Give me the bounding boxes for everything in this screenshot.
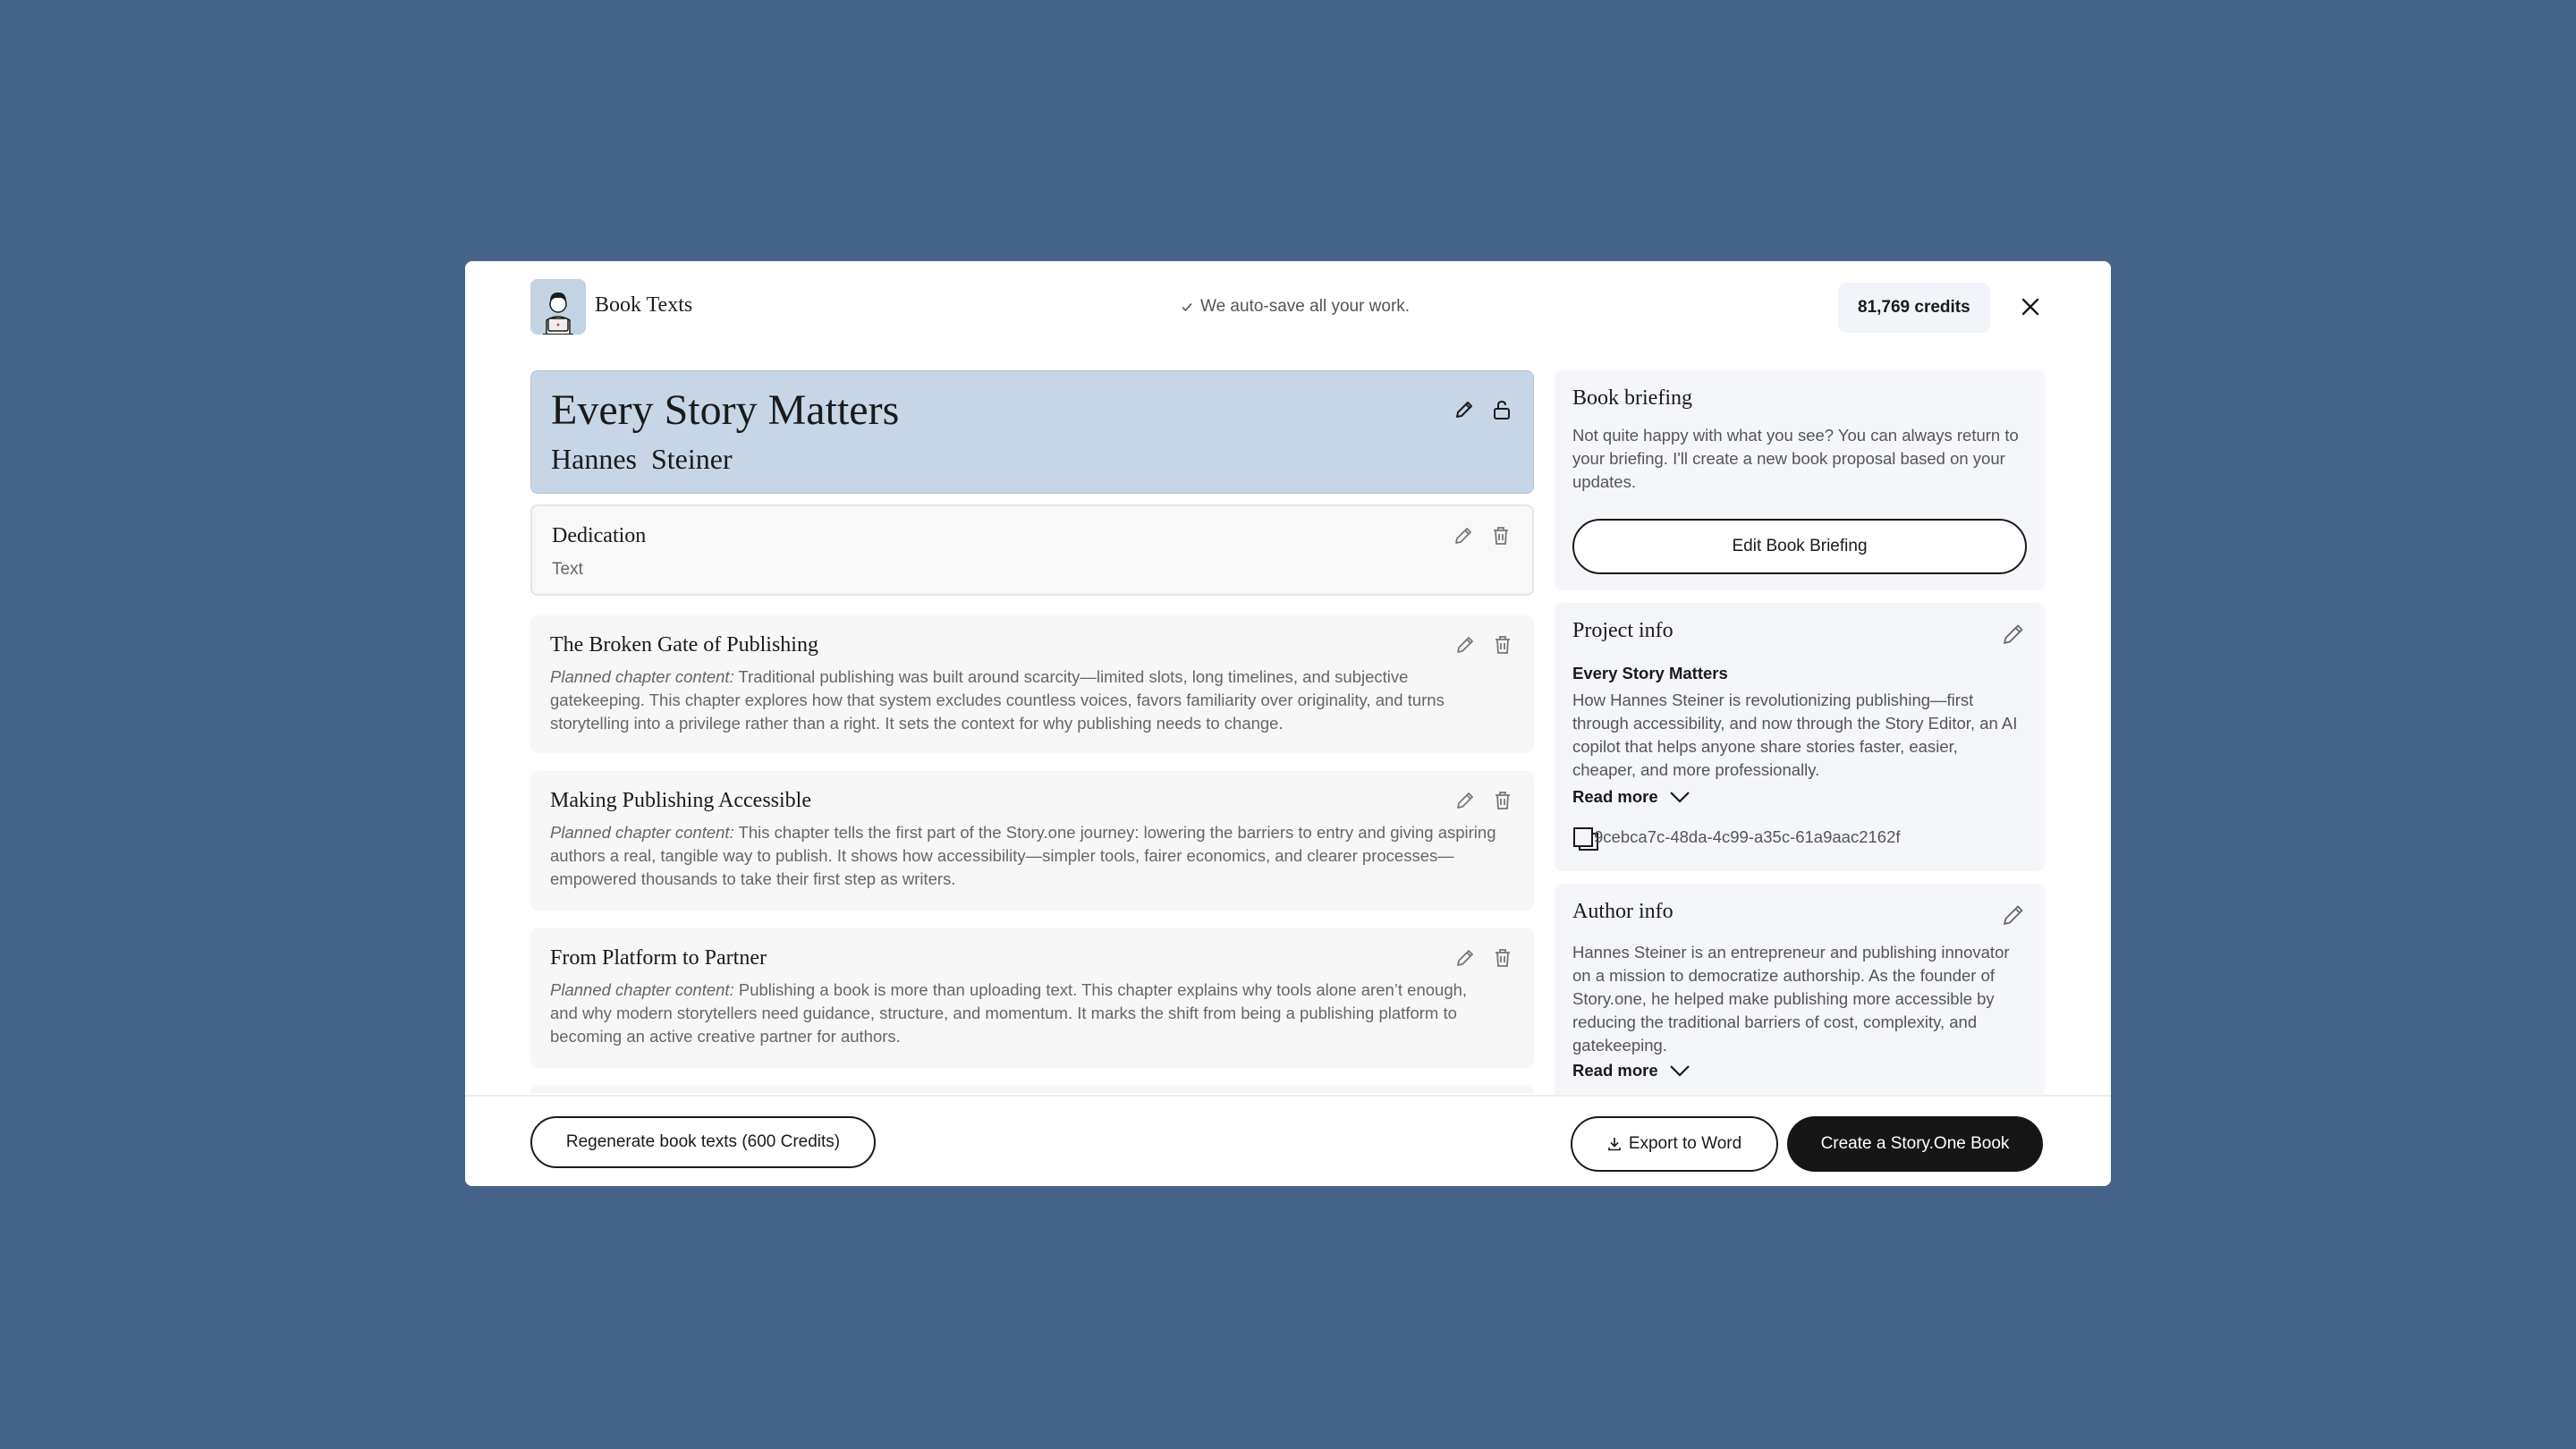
trash-icon <box>1492 526 1510 546</box>
chapter-content-label: Planned chapter content: <box>550 980 734 999</box>
chapter-actions <box>1455 791 1513 810</box>
chapter-actions <box>1455 948 1513 968</box>
project-read-more[interactable] <box>1572 787 1690 807</box>
author-read-more[interactable] <box>1572 1061 1690 1080</box>
export-to-word-button[interactable] <box>1571 1116 1778 1172</box>
chapter-title: The Broken Gate of Publishing <box>550 633 818 657</box>
trash-icon <box>1494 948 1512 968</box>
chevron-down-icon <box>1669 1064 1690 1077</box>
chapter-content-label: Planned chapter content: <box>550 667 734 686</box>
title-card-actions <box>1454 400 1512 419</box>
check-icon <box>1181 301 1193 313</box>
chapter-content <box>550 665 1498 735</box>
download-icon <box>1607 1137 1622 1151</box>
chapter-content <box>550 979 1498 1048</box>
author-info-title: Author info <box>1572 900 1674 923</box>
chapter-content-text: Traditional publishing was built around scarcity—limited slots, long timelines, and subjective gatekeeping. This chapter explores how that system excludes countless voices, favors familiarity over originality, and turns storytelling into a privilege rather than a right. It sets the context for why publishing needs to change. <box>550 667 1445 733</box>
avatar <box>530 279 586 335</box>
edit-chapter-button[interactable] <box>1453 526 1473 546</box>
read-more-label: Read more <box>1572 787 1658 806</box>
chapter-card[interactable] <box>530 771 1534 911</box>
delete-chapter-button[interactable] <box>1493 635 1513 655</box>
pencil-icon <box>1455 635 1475 655</box>
chapter-card[interactable] <box>530 928 1534 1068</box>
chapter-actions <box>1455 635 1513 655</box>
pencil-icon <box>1454 400 1474 419</box>
chapter-card[interactable] <box>530 615 1534 753</box>
avatar-illustration-icon <box>530 279 586 335</box>
export-label: Export to Word <box>1628 1134 1742 1153</box>
edit-book-briefing-button[interactable]: Edit Book Briefing <box>1572 519 2027 574</box>
chevron-down-icon <box>1669 791 1690 803</box>
chapter-title: From Platform to Partner <box>550 946 767 970</box>
chapter-card[interactable] <box>530 1086 1534 1093</box>
author-info-panel <box>1555 884 2045 1098</box>
close-button[interactable] <box>2017 293 2044 320</box>
book-texts-modal <box>465 261 2111 1186</box>
chapter-list <box>530 370 1534 1093</box>
lock-icon <box>1492 399 1512 420</box>
book-briefing-panel <box>1555 370 2045 590</box>
delete-chapter-button[interactable] <box>1493 948 1513 968</box>
chapter-content-label: Planned chapter content: <box>550 823 734 842</box>
create-book-button[interactable]: Create a Story.One Book <box>1787 1116 2043 1172</box>
project-info-panel <box>1555 603 2045 871</box>
trash-icon <box>1494 635 1512 655</box>
book-title-card[interactable] <box>530 370 1534 494</box>
read-more-label: Read more <box>1572 1061 1658 1080</box>
book-author: Hannes Steiner <box>551 443 733 475</box>
edit-chapter-button[interactable] <box>1455 635 1475 655</box>
autosave-status <box>1181 297 1410 317</box>
chapter-card[interactable] <box>530 504 1534 596</box>
lock-button[interactable] <box>1492 400 1512 419</box>
autosave-text: We auto-save all your work. <box>1200 297 1411 316</box>
credits-badge: 81,769 credits <box>1838 283 1990 333</box>
regenerate-button[interactable]: Regenerate book texts (600 Credits) <box>530 1116 876 1168</box>
author-info-text: Hannes Steiner is an entrepreneur and publishing innovator on a mission to democratize authorship. As the founder of Story.one, he helped make publishing more accessible by reducing the traditional barriers of cost, complexity, and gatekeeping. <box>1572 943 2010 1055</box>
pencil-icon <box>1455 791 1475 810</box>
delete-chapter-button[interactable] <box>1493 791 1513 810</box>
chapter-content-text: Publishing a book is more than uploading text. This chapter explains why tools alone aren’t enough, and why modern storytellers need guidance, structure, and momentum. It marks the shift from being a publishing platform to becoming an active creative partner for authors. <box>550 980 1468 1046</box>
edit-author-info-icon[interactable] <box>2002 903 2025 927</box>
modal-footer <box>465 1095 2111 1186</box>
pencil-icon <box>1455 948 1475 968</box>
chapter-subtitle: Text <box>552 560 583 579</box>
chapter-actions <box>1453 526 1511 546</box>
briefing-text: Not quite happy with what you see? You can always return to your briefing. I'll create a new book proposal based on your updates. <box>1572 426 2019 491</box>
chapter-title: Making Publishing Accessible <box>550 789 811 812</box>
chapter-content <box>550 821 1498 891</box>
project-info-text: How Hannes Steiner is revolutionizing publishing—first through accessibility, and now through the Story Editor, an AI copilot that helps anyone share stories faster, easier, cheaper, and more professionally. <box>1572 691 2018 779</box>
modal-header <box>465 261 2111 351</box>
edit-project-info-icon[interactable] <box>2002 623 2025 646</box>
edit-chapter-button[interactable] <box>1455 948 1475 968</box>
book-title: Every Story Matters <box>551 386 900 434</box>
project-info-title: Project info <box>1572 619 1674 642</box>
chapter-content-text: This chapter tells the first part of the Story.one journey: lowering the barriers to entry and giving aspiring authors a real, tangible way to publish. It shows how accessibility—simpler tools, fairer economics, and clearer processes—empowered thousands to take their first step as writers. <box>550 823 1496 888</box>
project-id-row <box>1572 823 1901 852</box>
project-book-name: Every Story Matters <box>1572 664 1728 682</box>
delete-chapter-button[interactable] <box>1491 526 1511 546</box>
edit-title-button[interactable] <box>1454 400 1474 419</box>
project-id: 9cebca7c-48da-4c99-a35c-61a9aac2162f <box>1594 827 1901 846</box>
edit-chapter-button[interactable] <box>1455 791 1475 810</box>
briefing-title: Book briefing <box>1572 386 1692 410</box>
app-title: Book Texts <box>595 293 693 317</box>
trash-icon <box>1494 791 1512 810</box>
close-icon <box>2021 298 2039 316</box>
chapter-title: Dedication <box>552 524 647 547</box>
pencil-icon <box>1453 526 1473 546</box>
